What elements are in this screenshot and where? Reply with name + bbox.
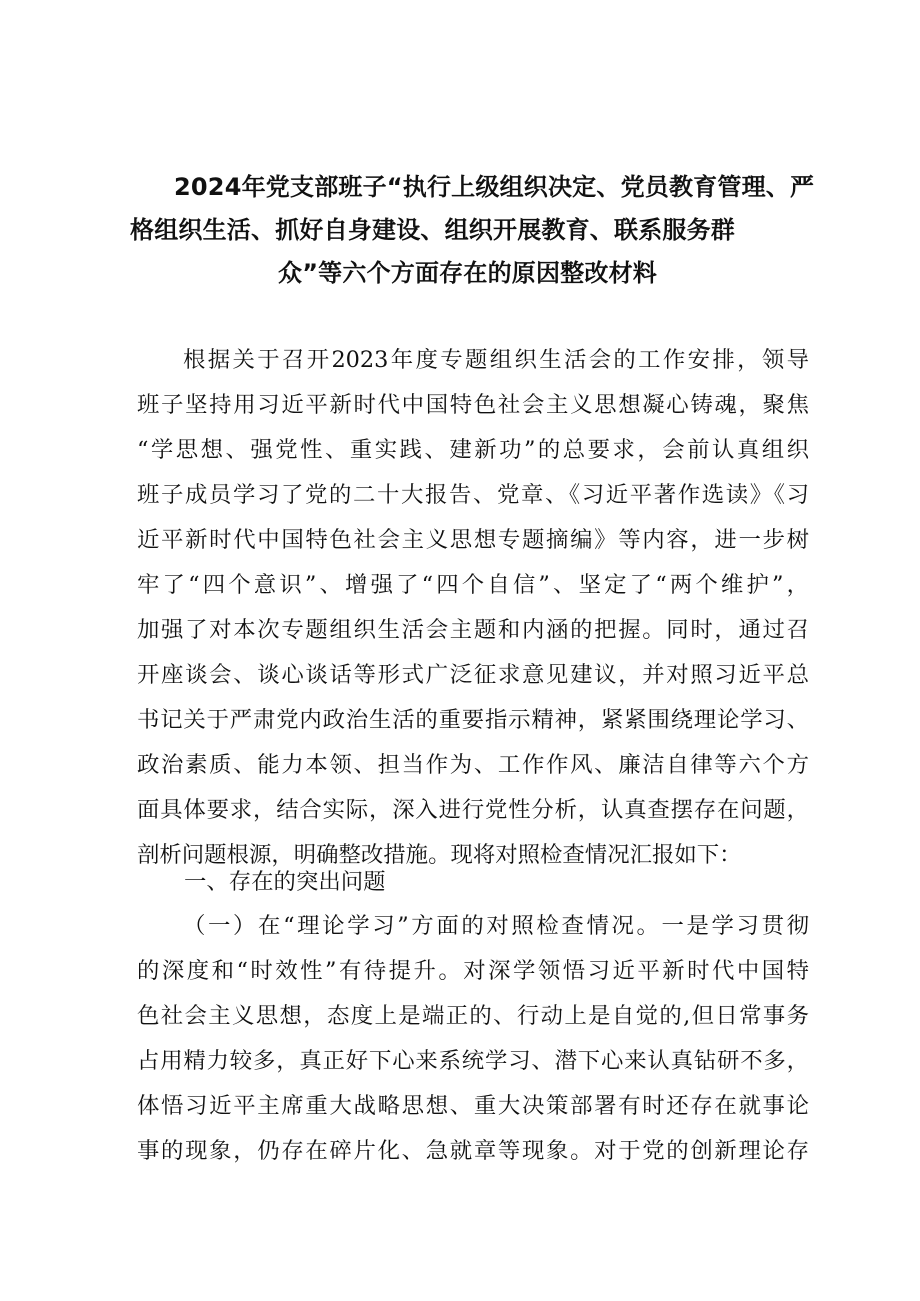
intro-line: 加强了对本次专题组织生活会主题和内涵的把握。同时，通过召 bbox=[137, 617, 809, 643]
intro-line: 开座谈会、谈心谈话等形式广泛征求意见建议，并对照习近平总 bbox=[137, 662, 809, 688]
intro-line: 政治素质、能力本领、担当作为、工作作风、廉洁自律等六个方 bbox=[137, 752, 809, 778]
title-line-1: 2024年党支部班子“执行上级组织决定、党员教育管理、严 bbox=[174, 173, 815, 201]
intro-line: 牢了“四个意识”、增强了“四个自信”、坚定了“两个维护”， bbox=[137, 572, 809, 598]
section-line: （一）在“理论学习”方面的对照检查情况。一是学习贯彻 bbox=[183, 913, 809, 939]
intro-line: 面具体要求，结合实际，深入进行党性分析，认真查摆存在问题， bbox=[137, 797, 809, 823]
section-heading: 一、存在的突出问题 bbox=[184, 869, 386, 895]
section-line: 体悟习近平主席重大战略思想、重大决策部署有时还存在就事论 bbox=[137, 1093, 809, 1119]
intro-line: 书记关于严肃党内政治生活的重要指示精神，紧紧围绕理论学习、 bbox=[137, 707, 809, 733]
intro-line: 班子坚持用习近平新时代中国特色社会主义思想凝心铸魂，聚焦 bbox=[137, 392, 809, 418]
section-paragraph bbox=[137, 904, 809, 1174]
intro-line: 根据关于召开2023年度专题组织生活会的工作安排，领导 bbox=[183, 347, 809, 373]
intro-line: 剖析问题根源，明确整改措施。现将对照检查情况汇报如下： bbox=[137, 842, 742, 868]
section-line: 占用精力较多，真正好下心来系统学习、潜下心来认真钻研不多， bbox=[137, 1048, 809, 1074]
section-line: 事的现象，仍存在碎片化、急就章等现象。对于党的创新理论存 bbox=[137, 1138, 809, 1164]
document-title bbox=[130, 166, 815, 295]
section-line: 色社会主义思想，态度上是端正的、行动上是自觉的,但日常事务 bbox=[137, 1003, 809, 1029]
title-line-2: 格组织生活、抓好自身建设、组织开展教育、联系服务群 bbox=[130, 216, 735, 244]
section-line: 的深度和“时效性”有待提升。对深学领悟习近平新时代中国特 bbox=[137, 958, 809, 984]
title-line-3: 众”等六个方面存在的原因整改材料 bbox=[278, 259, 657, 287]
intro-paragraph bbox=[137, 338, 809, 878]
intro-line: “学思想、强党性、重实践、建新功”的总要求，会前认真组织 bbox=[137, 437, 809, 463]
intro-line: 班子成员学习了党的二十大报告、党章、《习近平著作选读》《习 bbox=[137, 482, 809, 508]
intro-line: 近平新时代中国特色社会主义思想专题摘编》等内容，进一步树 bbox=[137, 527, 809, 553]
